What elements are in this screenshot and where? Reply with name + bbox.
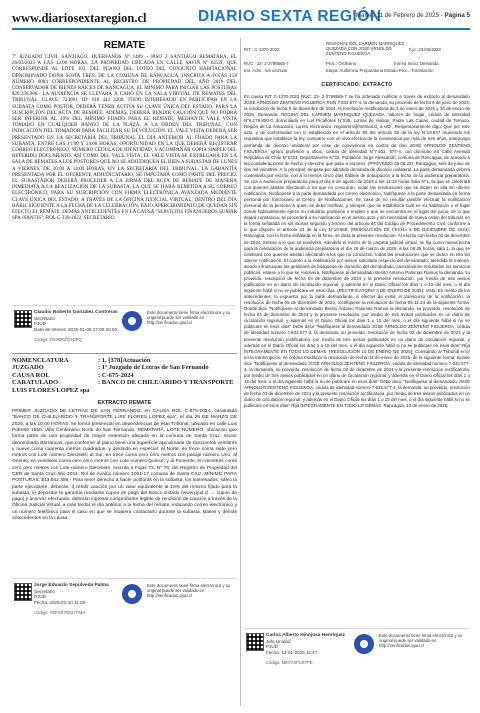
- site-url[interactable]: www.diariosextaregion.cl: [12, 11, 147, 25]
- page-number: Página 5: [444, 12, 470, 19]
- forma-field: Forma Inicio: Demanda: [394, 61, 439, 66]
- certificate-title: CERTIFICADO: EXTRACTO: [321, 82, 393, 88]
- case-header: [244, 38, 470, 78]
- case-row: [12, 357, 234, 364]
- certificate-body: En causa RIT C-1370-2023 RUC: 23- 2-3798585-7 se ha ordenado notificar a través de extracto al demandado JOSÉ ARNOLDO ZENTENO FIGUEROA RUN 7.632.577-4, la demanda, su proveído de fecha 6 de junio de 2023, la resolución de fecha 5 de diciembre de 2024, la resolución rectificatoria de 3 de enero de 2025 y 10 de enero de 2025. Demanda: REGINA DEL CARMEN MARRIQUEZ QUEZADA, labores de hogar, cédula de identidad N°6.179.800-0, domiciliada en Los Pícaflores N°530, Lomas de Huilian, Padre Las Casas, ciudad de Temuco, Región de La Araucanía, correo electrónico: reginamm@hotmail.cl, a UD., Respetuosamente digo: Que por este acto, y de conformidad con lo establecido en el artículo 55 del artículo 55 de la ley N°19.947 reuniendo los requisitos que establece la ley, comparto con un vivo efectos de la convivencia por más de tres años, interpongo demanda de divorcio unilateral por cese de convivencia en contra de don JOSÉ ARNOLDO ZENTENO FIGUEROA, ignoro profesión u oficio, cédula de identidad N°7.632. 577-4, con domicilio en Calle Avenida República de Chile N°5723, Departamento N°32, Población Jorge Alessandri, comuna de Rancagua, de acuerdo a las consideraciones de hecho y derecho que paso a exponer. (PROVEÍDO 06.06.23): Rancagua, seis de junio de dos mil veintitrés. A lo principal: téngase por admitida demanda de divorcio unilateral. La parte demandada deberá contestarla por escrito, con a lo menos cinco días hábiles de anticipación a la fecha de la audiencia preparatoria. Se cita a audiencia preparatoria para el día 8 de agosto de 2023 a las 11:15 horas Sala N°1, la que se celebrará con quienes asistan afectando a los que no concurran, todas las resoluciones que se dicten en ella sin ulterior notificación. Notifíquese a la parte demandada por correo electrónico. Notifíquese a la parte demandada en forma personal por funcionario al Centro de Notificaciones. En caso de no resultar posible efectuar la notificación personal de la persona a quien se debe notificar, y siempre que se establezca cuál es su habitación o el lugar donde habitualmente ejerce su industria, profesión o empleo y que se encuentra en el lugar del juicio, de lo que dejará constancia, se procederá a su notificación en el mismo acto y sin necesidad de nueva orden del tribunal, en la forma señalada en los incisos segundo y tercero del artículo 44 del Código de Procedimiento Civil, conforme a lo que dispone el artículo 23 de la Ley N°19.968. (RESOLUCIÓN DE FECHA 5 DE DICIEMBRE DE 2024): Rancagua, con la fecha señalada en la firma, se dicta la presente resolución: Al escrito con fecha 02 de diciembre de 2024: Estese a lo que se resolverá. Atendido el mérito de la carpeta judicial virtual; se fija como nueva fecha para la celebración de la audiencia preparatoria el día 26 de marzo de 2025, a las 09:45 horas, sala 1, la que se celebrará con quienes asistan afectando a los que no concurran, todas las resoluciones que se dicten en ella sin ulterior notificación. El cuanto a la notificación por avisos solicitada respecto del demandado; atendida la materia, siendo infructuosas las gestiones de búsqueda de domicilio del demandado, careciéndose resultados los servicios públicos; estese a lo que se resolverá. Notifíquese al demandado Benito Antonio Palomas Ramos la demanda, su proveído, resolución de fecha 04 de diciembre de 2024 y la presente resolución, por medio de tres avisos publicados en un diario de circulación regional, y además en el Diario Oficial los días 1 o 15 del mes, o el día siguiente hábil si no se publicare en esos días. (RECTIFICATORIA 3 DE ENERO DE 2025): Visto: En mérito de los antecedentes, lo expuesto por la parte demandante, a efectos de evitar el transcurso de la notificación, la resolución de fecha 05 de diciembre de 2024, rectifíquese la resolución de fecha 05.12.24 de la siguiente forma: Donde dice "Notifíquese al demandado Benito Antonio Palomas Ramos la demanda, su proveído, resolución de fecha 04 de diciembre de 2024 y la presente resolución, por medio de tres avisos publicados en un diario de circulación regional, y además en el Diario Oficial los días 1 o 15 del mes, o el día siguiente hábil si no se publicare en esos días" Debe decir "Notifíquese al demandado JOSÉ ARNOLDO ZENTENO FIGUEROA, cédula de identidad número 7.632.577-4, la demanda, su proveído, resolución de fecha 02 de diciembre de 2024 y la presente resolución rectificatoria, por medio de tres avisos publicados en un diario de circulación regional, y además en el Diario Oficial los días 1 o 15 del mes, o el día siguiente hábil si no se publicare en esos días" Ríja ÍNTEGRAMENTE EN TODO LO DEMÁS. (RESOLUCIÓN 10 DE ENERO DE 2025): Constando al Tribunal error en la transcripción, se ordena modificar la resolución de fecha 03 de enero de 2025, de la siguiente forma: Donde dice "Notifíquese al demandado JOSÉ ARNOLDO ZENTENO FIGUEROA, cédula de identidad número 7.632.577-4, la demanda, su proveído, resolución de fecha 02 de diciembre de 2024 y la presente resolución rectificatoria, por medio de tres avisos publicados en un diario de circulación regional, y además en el Diario Oficial los días 1 o 15 del mes, o el día siguiente hábil si no se publicare en esos días" Debe decir "Notifíquese al demandado JOSÉ ARNOLDO ZENTENO FIGUEROA, cédula de identidad número 7.632.577-4, la demanda, su proveído, resolución de fecha 03 de diciembre de 2024 y la presente resolución rectificatoria, por medio de tres avisos publicados en un diario de circulación regional, y además en el Diario Oficial los días 1 o 15 del mes, o el día siguiente hábil si no se publicare en esos días" Ríja ÍNTEGRAMENTE EN TODO LO DEMÁS. Rancagua, 13 de enero de 2025.: [244, 94, 470, 409]
- validation-note: Este documento tiene firma electrónica y su original puede ser validado en http://verificadoc.pjud.cl: [147, 310, 231, 326]
- left-column: [12, 38, 237, 708]
- extracto-body: PRIMER JUZGADO DE LETRAS DE SAN FERNANDO, en CAUSA ROL C-675-2024, caratulada "BANCO DE CHILE/ARIDO Y TRANSPORTE LUIS FLORES LOPEZ spa", el día 28 DE MARZO DE 2025, a las 10:00 HORAS, se forma presencial en dependencias de este Tribunal, ubicado en calle Luis Pobrete 1550. Villa Centenario Norte de San Fernando, REMATARÁ, LOTE NÚMERO: ubicación que forma parte de una propiedad de mayor extensión ubicada en la comuna de Santa Cruz, sector denominado Barrancas, que conforme al plano tiene una superficie aproximada de doscientos veintitrés y nueve coma cuarenta metros cuadrados, y deslinda en especial: al Norte, en trece coma siete cero metros con Lote número Dieciséis; al Sur, en trece coma cero cero metros con pasaje número Uno; al Oriente, en veintiséis coma cero cero metros con Lote número Quince; y al Poniente, en veintitrés coma cero cero metros con Lote número Diecisiete. Inscrita a Fojas 73, Nº 70, del Registro de Propiedad del CBR de Santa Cruz año 2011. Rol de Avalúo número 1061-17 comuna de Santa Cruz. MÍNIMO PARA POSTURAS: $13.842.356.- Para tener derecho a hacer posturas en la subasta, los interesados, salvo la parte ejecutante, deberán: i) rendir caución por un valor equivalente al 10% del mínimo fijado para la subasta; ii) depositar la garantía mediante cupón de pago del Banco Estado (www.pjud.cl → cupon de pago) y una vez efectuado, deberán ingresar comprobante legible de rendición de caución a través de la Oficina Judicial Virtual, a más tardar el día anterior a la fecha del remate, indicando correo electrónico y un número telefónico para el caso en que se requiera contactarlo durante la subasta. Bases y demás antecedentes en la causa.: [12, 409, 237, 522]
- newspaper-title: DIARIO SEXTA REGIÓN: [198, 8, 382, 25]
- case-value: : C-675-2024: [98, 371, 134, 379]
- case-value: : 1º Juzgado de Letras de San Fernando: [98, 364, 209, 372]
- signer-role: Jefe Unidad: [266, 638, 291, 644]
- case-key: CAUSA ROL: [12, 371, 50, 379]
- right-column: [244, 38, 470, 708]
- signer-date: Fecha: 2025-01-10 11:00: [34, 599, 86, 605]
- signer-date: Date de Interes: 2025-01-06 17:00 20 00: [34, 326, 118, 332]
- case-key: LUIS FLORES LOPEZ spa: [12, 386, 90, 394]
- ruc-field: RUC : 23- 2-3798585-7: [244, 61, 289, 66]
- signer-org: PJUD: [266, 644, 278, 650]
- signer-name: Carlos Alberto Hinojosa Henríquez: [266, 633, 345, 638]
- signature-block-2: [12, 578, 237, 621]
- est-field: Est. Adm.: Sin archivar: [244, 68, 288, 73]
- signer-info: [34, 309, 134, 332]
- signer-org: PJUD: [34, 321, 46, 327]
- column-divider: [240, 38, 241, 706]
- remate-title: REMATE: [103, 40, 146, 51]
- header-rule: [12, 28, 470, 30]
- signer-role: Secretario: [34, 315, 55, 321]
- etapa-field: Etapa: Audiencia Preparatoria Estado Proc.: Tramitación: [326, 68, 434, 73]
- case-row: [12, 379, 234, 386]
- pjud-seal-icon: [122, 311, 142, 331]
- case-row: [12, 372, 234, 379]
- signer-info: [266, 632, 366, 655]
- validation-note: Este documento tiene firma electrónica y su original puede ser validado en http://verificadoc.pjud.cl: [379, 633, 463, 649]
- validation-code: Código: MEVVXFCKTPE: [266, 660, 313, 665]
- issue-date: [356, 12, 470, 19]
- qr-code-icon: [14, 583, 32, 601]
- foja-field: F.ja : 01/06/2023: [409, 47, 441, 52]
- signer-date: Fecha: 13-01-2025 11:47: [266, 649, 318, 655]
- qr-code-icon: [14, 310, 32, 328]
- signature-block-1: [12, 305, 237, 348]
- case-row: [12, 364, 234, 371]
- case-key: NOMENCLATURA: [12, 357, 69, 364]
- signer-name: Claudio Roberto González Contreras: [34, 310, 118, 315]
- validation-note: Este documento tiene firma electrónica y su original puede ser validado en http://verificadoc.pjud.cl: [147, 583, 231, 599]
- proc-field: Proc.: Ordinario: [326, 61, 357, 66]
- signer-info: [34, 582, 134, 605]
- signer-name: Jorge Eduardo Sepúlveda Palma: [34, 583, 109, 589]
- signature-block-3: [244, 628, 470, 671]
- case-value: : BANCO DE CHILE/ARIDO Y TRANSPORTE: [98, 379, 234, 387]
- remate-body: 7º JUZGADO CIVIL SANTIAGO, HUÉRFANOS Nº 1409 – PISO 2 SANTIAGO REMATARÁ, EL 26/03/2025 A LAS 12:00 HORAS, LA PROPIEDAD UBICADA EN CALLE SAVIÑ Nº 0252I, QUE CORRESPONDE AL LOTE 103, DEL PLANO DEL LOTEO DEL CONJUNTO HABITACIONAL DENOMINADO DOÑA SOFÍA TRES, DE LA COMUNA DE RANCAGUA, INSCRITA A FOJAS 158 NÚMERO 6084 CORRESPONDIENTE AL REGISTRO DE PROPIEDAD DEL AÑO 2016 DEL CONSERVADOR DE BIENES RAÍCES DE RANCAGUA. EL MÍNIMO PARA INICIAR LAS POSTURAS $26.356.986.- LA AUDIENCIA SE LLEVARÁ A CABO EN LA SALA VIRTUAL DE REMATES DEL TRIBUNAL, CLAVE: 723861, ID: 618 442 3280. TODO INTERESADO EN PARTICIPAR EN LA SUBASTA COMO POSTOR, DEBERÁ TENER ACTIVA SU CLAVE ÚNICA DEL ESTADO, PARA LA SUSCRIPCIÓN DEL ACTA DE REMATE. ADEMÁS, DEBERÁ RENDIR CAUCIÓN QUE NO PODRÁ SER INFERIOR AL 10% DEL MÍNIMO FIJADO PARA EL REMATE, MEDIANTE VALE VISTA TOMADO EN CUALQUIER BANCO DE LA PLAZA, A LA ORDEN DEL TRIBUNAL, CON INDICACIÓN DEL TOMADOR PARA FACILITAR SU DEVOLUCIÓN. EL VALE VISTA DEBERÁ SER PRESENTADO EN LA SECRETARÍA DEL TRIBUNAL EL DÍA ANTERIOR AL FIJADO PARA LA SUBASTA, ENTRE LAS 11:00 Y 14:00 HORAS, OPORTUNIDAD EN LA QUE DEBERÁ REGISTRAR CORREO ELECTRÓNICO, NÚMERO CÉDULA DE IDENTIDAD, Y ACOMPAÑAR COPIA SIMPLE DEL REFERIDO DOCUMENTO. ASÍ COMO DEL VALE VISTA. EL VALE VISTA SE ENTREGARÁ EN LA SALA DE REMATES A LOS POSTORES QUE NO SE ADJUDIQUEN EL BIEN A SUBASTAR DE LUNES A VIERNES, DE 10:00 A 14:00 HORAS, EN LA SECRETARÍA DEL TRIBUNAL. LA GARANTÍA PRESENTADA POR EL OFERENTE ADJUDICATARIO, SE IMPUTARÁ COMO PARTE DEL PRECIO. EL SUBASTADOR DEBERÁ PROCEDER A LA FIRMA DEL ACTA DE REMATE DE MANERA INMEDIATA A LA REALIZACIÓN DE LA SUBASTA, LA QUE SE HARÁ REMITIDA A SU CORREO ELECTRÓNICO, PARA SU SUSCRIPCIÓN CON FIRMA ELECTRÓNICA AVANZADA MEDIANTE CLAVE ÚNICA DEL ESTADO, A TRAVÉS DE LA OFICINA JUDICIAL VIRTUAL, DENTRO DEL DÍA HÁBIL SIGUIENTE A LA FECHA DE LA CELEBRACIÓN, BAJO APERCIBIMIENTO DE QUEDAR SIN EFECTO EL REMATE. DEMÁS ANTECEDENTES EN LA CAUSA "SERVICIOS FINANCIEROS SUMAR SPA./SANTIS", ROL C-320-2022, SECRETARIO.: [12, 54, 237, 222]
- case-row: [12, 387, 234, 394]
- pjud-seal-icon: [354, 634, 374, 654]
- case-key: CARATULADO: [12, 379, 59, 387]
- signer-role: Secretario: [34, 588, 55, 594]
- nomenclatura-block: [12, 353, 237, 394]
- extracto-title: EXTRACTO REMATE: [97, 400, 152, 407]
- date-label: Martes 11 de Febrero de 2025 -: [355, 12, 443, 19]
- signer-org: PJUD: [34, 594, 46, 600]
- case-key: JUZGADO: [12, 364, 44, 372]
- validation-code: Código: YEFOX7WQYPMH: [34, 610, 86, 616]
- qr-code-icon: [246, 633, 264, 651]
- case-details-table: [12, 357, 234, 394]
- validation-code: Código: DVJMRZQYDPQ: [34, 337, 82, 342]
- rit-field: RIT : C-1370-2023: [244, 47, 280, 52]
- caratula-field: REGIONAL DEL CARMEN MARRIQUEZ QUEZADA CON JOSÉ ARNOLDO ZENTENO FIGUEROA: [326, 41, 405, 56]
- pjud-seal-icon: [122, 584, 142, 604]
- case-value: : 1. [378]Actuación: [98, 357, 151, 364]
